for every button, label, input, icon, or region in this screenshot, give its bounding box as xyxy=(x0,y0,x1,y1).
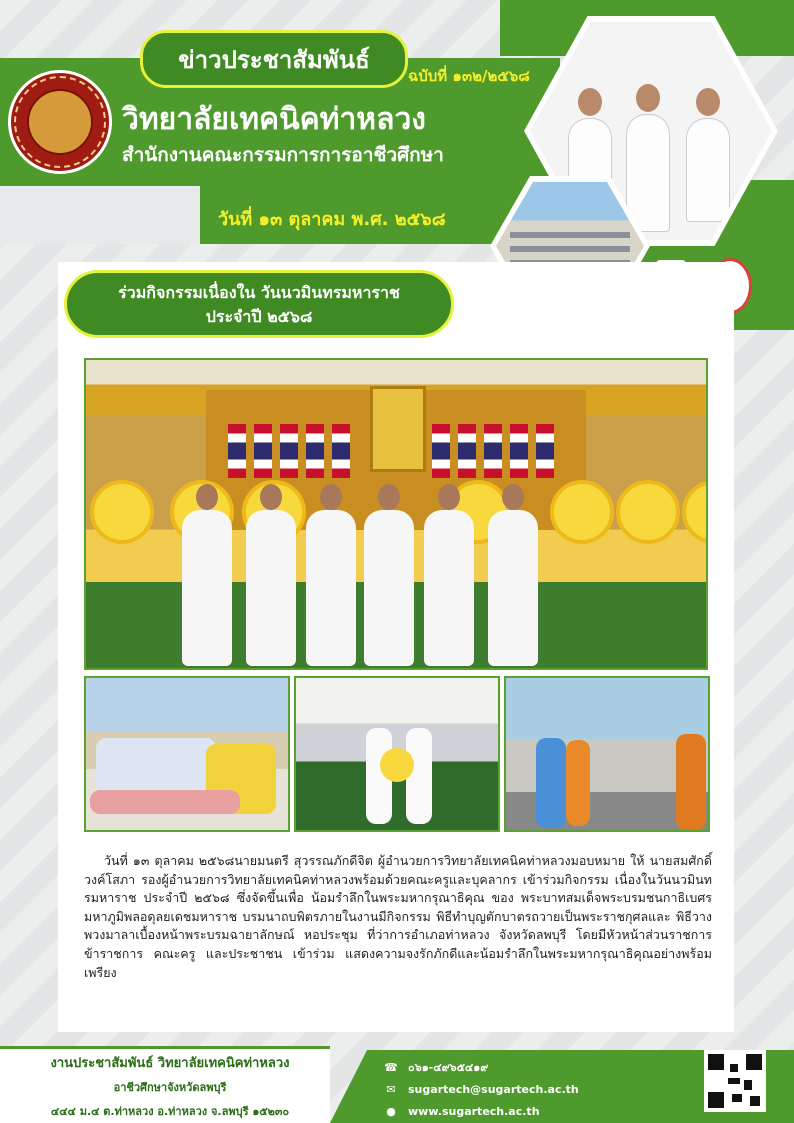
official-figure xyxy=(364,510,414,666)
flag xyxy=(484,424,502,478)
college-logo xyxy=(8,70,112,174)
flag xyxy=(510,424,528,478)
royal-portrait xyxy=(370,386,426,472)
website-link[interactable]: www.sugartech.ac.th xyxy=(408,1104,540,1118)
footer-address: ๔๔๔ ม.๔ ต.ท่าหลวง อ.ท่าหลวง จ.ลพบุรี ๑๕๒๓๐ xyxy=(50,1105,290,1118)
wreath xyxy=(682,480,708,544)
flag xyxy=(536,424,554,478)
official-figure xyxy=(488,510,538,666)
flag xyxy=(228,424,246,478)
issue-date: วันที่ ๑๓ ตุลาคม พ.ศ. ๒๕๖๘ xyxy=(218,209,446,230)
wreath xyxy=(550,480,614,544)
footer-pr-unit: งานประชาสัมพันธ์ วิทยาลัยเทคนิคท่าหลวง xyxy=(50,1056,290,1071)
official-figure xyxy=(306,510,356,666)
globe-icon: ● xyxy=(386,1104,396,1118)
logo-emblem xyxy=(27,89,93,155)
wreath xyxy=(616,480,680,544)
flag xyxy=(254,424,272,478)
event-photo-alms xyxy=(84,676,290,832)
executive-figure xyxy=(686,118,730,222)
flag xyxy=(332,424,350,478)
article-title-line1: ร่วมกิจกรรมเนื่องใน วันนวมินทรมหาราช xyxy=(118,283,400,302)
college-name: วิทยาลัยเทคนิคท่าหลวง xyxy=(122,102,426,137)
email-icon: ✉ xyxy=(386,1082,396,1096)
email-address[interactable]: sugartech@sugartech.ac.th xyxy=(408,1082,579,1096)
qr-code xyxy=(704,1050,766,1112)
event-photo-monks xyxy=(504,676,710,832)
flag xyxy=(458,424,476,478)
issue-number: ฉบับที่ ๑๓๒/๒๕๖๘ xyxy=(408,67,530,85)
footer-agency: อาชีวศึกษาจังหวัดลพบุรี xyxy=(113,1081,227,1094)
press-release-label: ข่าวประชาสัมพันธ์ xyxy=(140,30,408,88)
flag xyxy=(280,424,298,478)
official-figure xyxy=(182,510,232,666)
flag xyxy=(432,424,450,478)
wreath xyxy=(90,480,154,544)
phone-icon: ☎ xyxy=(384,1060,398,1074)
office-name: สำนักงานคณะกรรมการการอาชีวศึกษา xyxy=(122,144,444,166)
footer-email[interactable] xyxy=(384,1082,579,1096)
official-figure xyxy=(246,510,296,666)
official-figure xyxy=(424,510,474,666)
phone-number: ๐๖๑-๔๙๖๕๔๑๙ xyxy=(408,1061,489,1074)
executive-figure xyxy=(626,114,670,232)
article-title-line2: ประจำปี ๒๕๖๘ xyxy=(205,307,313,326)
footer-phone xyxy=(384,1058,488,1076)
article-body: วันที่ ๑๓ ตุลาคม ๒๕๖๘นายมนตรี สุวรรณภักดีจิต ผู้อำนวยการวิทยาลัยเทคนิคท่าหลวงมอบหมาย ให้ นายสมศักดิ์ วงค์โสภา รองผู้อำนวยการวิทยาลัยเทคนิคท่าหลวงพร้อมด้วยคณะครูและบุคลากร เข้าร่วมกิจกรรม เนื่องในวันนวมินทรมหาราช ประจำปี ๒๕๖๘ ซึ่งจัดขึ้นเพื่อ น้อมรำลึกในพระมหากรุณาธิคุณ ของ พระบาทสมเด็จพระบรมชนกาธิเบศร มหาภูมิพลอดุลยเดชมหาราช บรมนาถบพิตรภายในงานมีกิจกรรม พิธีทำบุญตักบาตรถวายเป็นพระราชกุศลและ พิธีวางพวงมาลาเบื้องหน้าพระบรมฉายาลักษณ์ หอประชุม ที่ว่าการอำเภอท่าหลวง จังหวัดลพบุรี โดยมีหัวหน้าส่วนราชการ ข้าราชการ คณะครู และประชาชน เข้าร่วม แสดงความจงรักภักดีและน้อมรำลึกในพระมหากรุณาธิคุณอย่างพร้อมเพรียง xyxy=(84,853,712,980)
event-photo-wreath-laying xyxy=(294,676,500,832)
flag xyxy=(306,424,324,478)
main-event-photo xyxy=(84,358,708,670)
footer-website[interactable] xyxy=(384,1104,540,1118)
article-title xyxy=(64,270,454,338)
